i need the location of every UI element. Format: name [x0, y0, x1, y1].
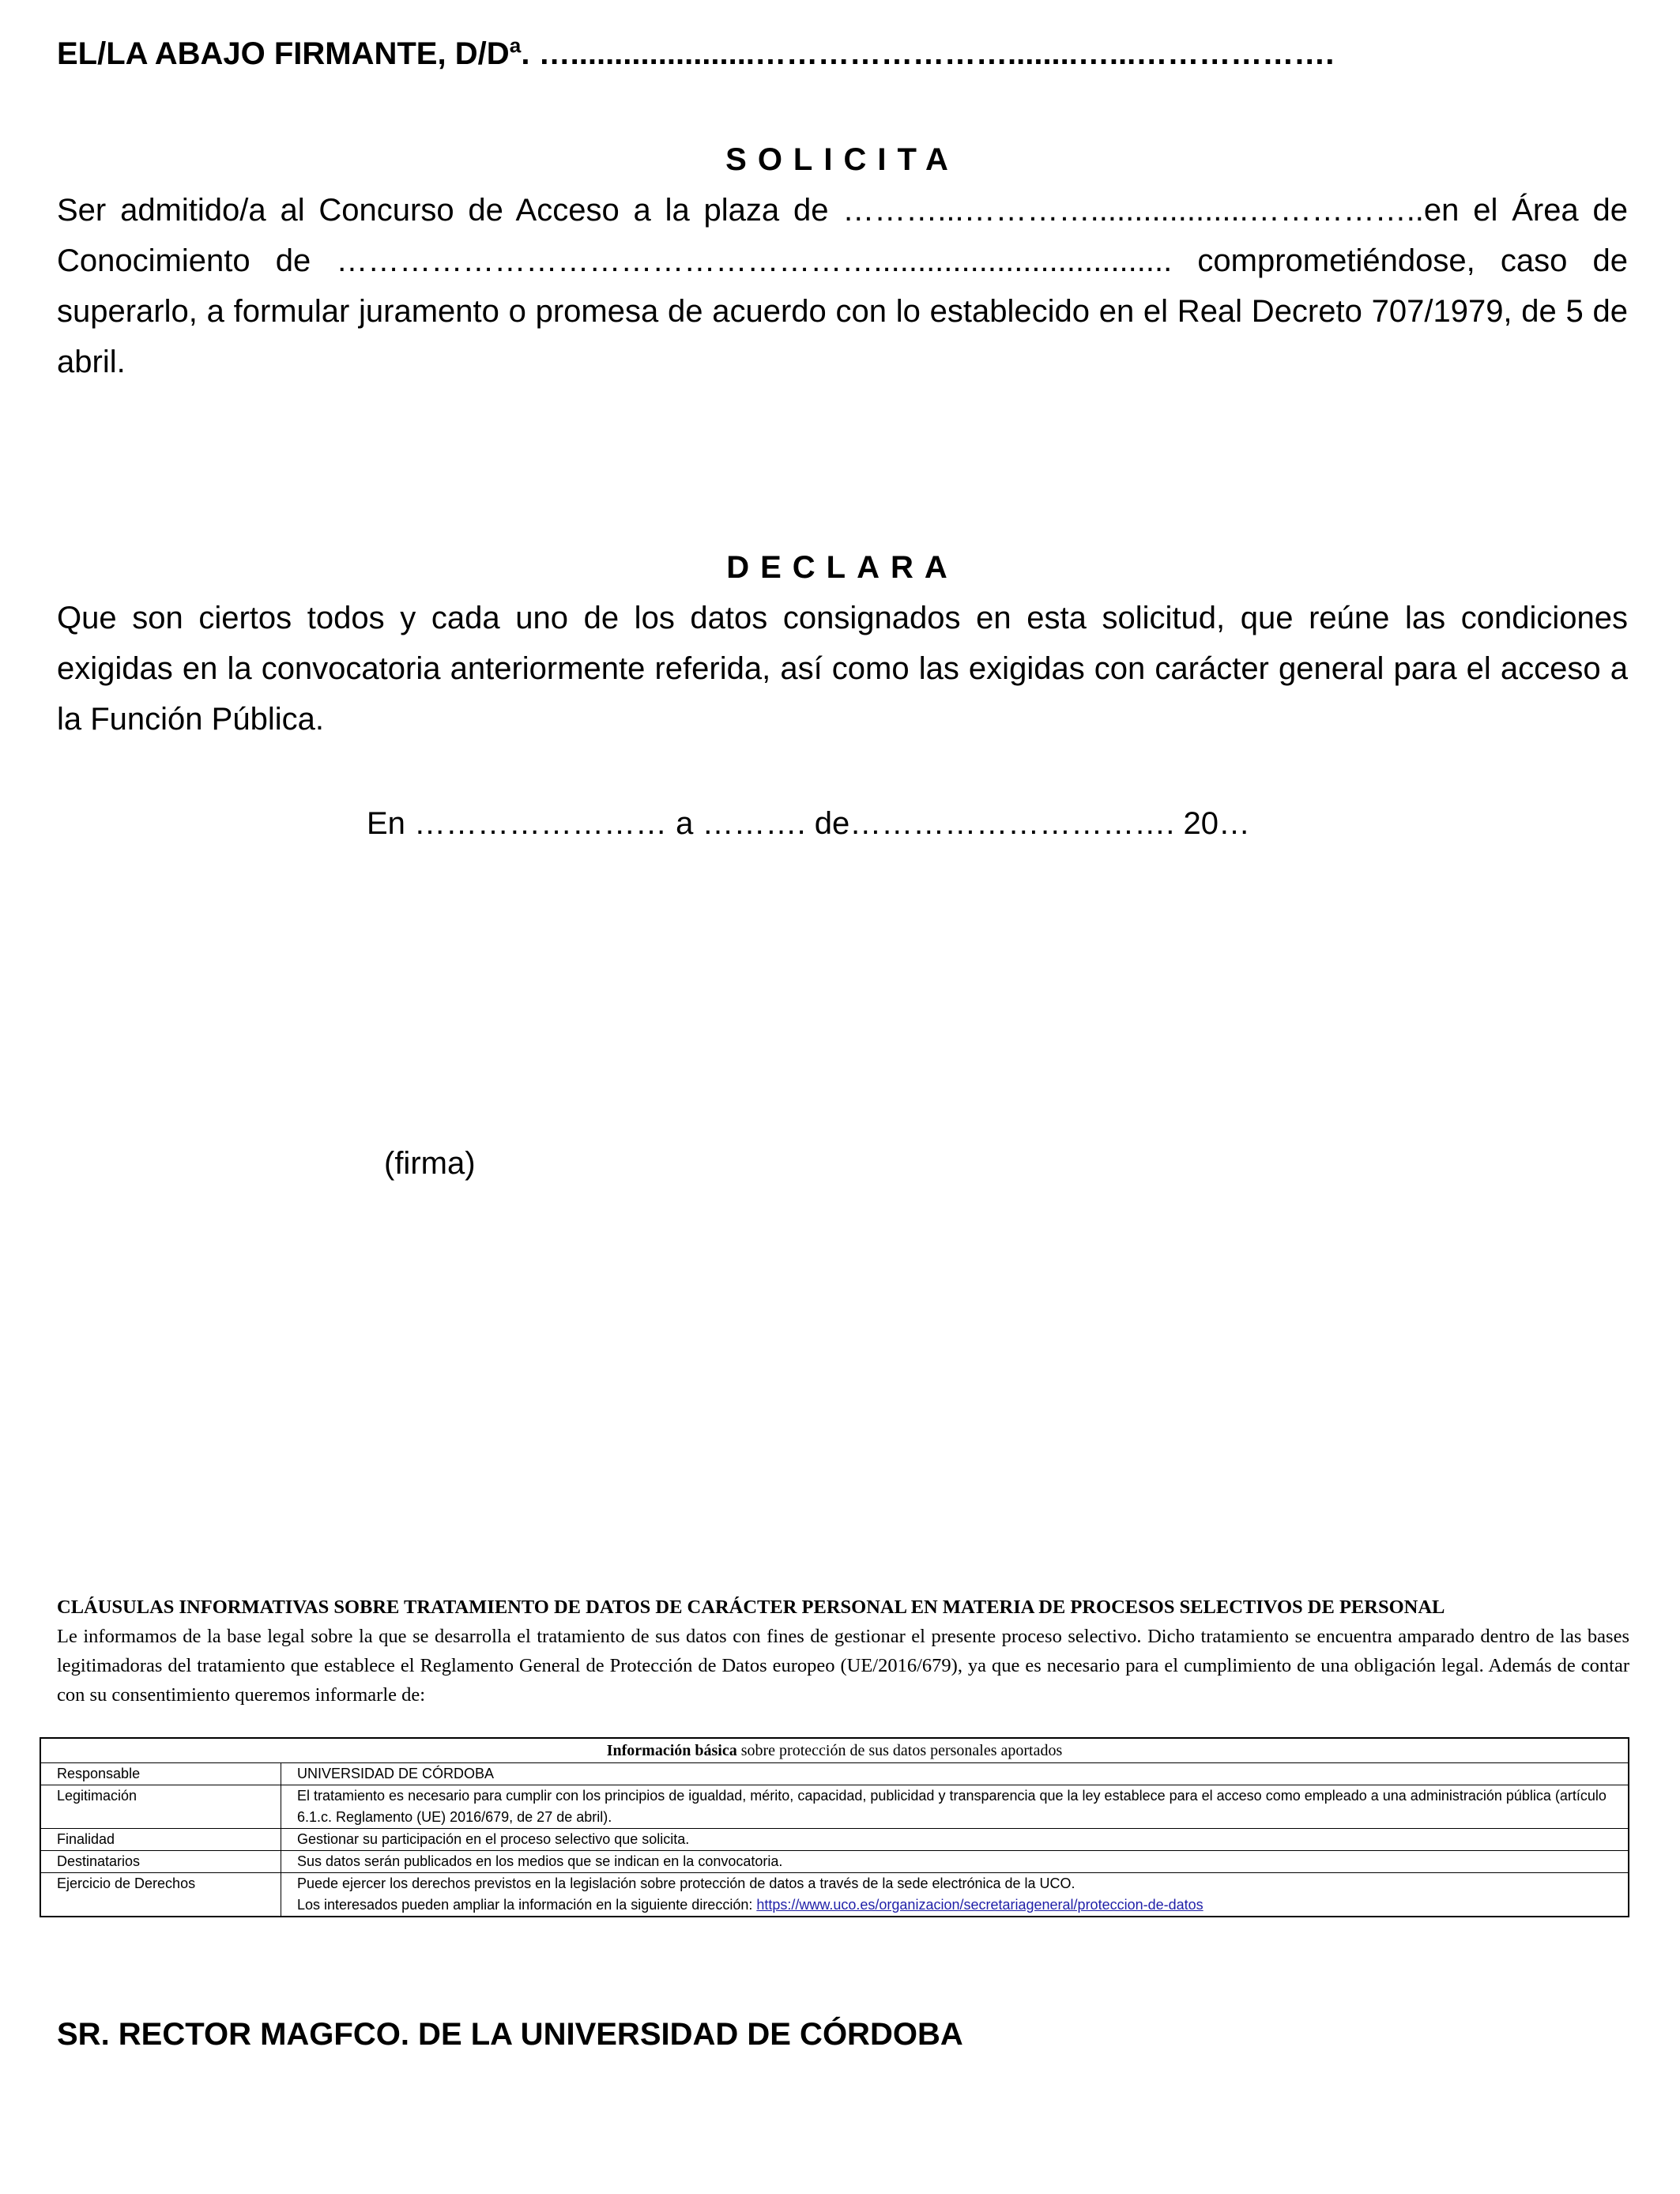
row-value: [281, 1873, 1629, 1917]
solicita-paragraph: Ser admitido/a al Concurso de Acceso a la plaza de ………...…………..................……………..en el Área de Conocimiento de …………………………………………….................................. comprometiéndose, caso de superarlo, a formular juramento o promesa de acuerdo con lo establecido en el Real Decreto 707/1979, de 5 de abril.: [57, 193, 1628, 379]
table-row-derechos: [40, 1873, 1629, 1917]
data-protection-link[interactable]: https://www.uco.es/organizacion/secretariageneral/proteccion-de-datos: [756, 1897, 1203, 1913]
row-label: Legitimación: [40, 1785, 281, 1829]
gdpr-clauses-title: CLÁUSULAS INFORMATIVAS SOBRE TRATAMIENTO DE DATOS DE CARÁCTER PERSONAL EN MATERIA DE PROCESOS SELECTIVOS DE PERSONAL: [57, 1596, 1445, 1618]
more-info-line: [297, 1894, 1628, 1916]
row-label: Finalidad: [40, 1829, 281, 1851]
table-row-legitimacion: [40, 1785, 1629, 1829]
row-value: El tratamiento es necesario para cumplir con los principios de igualdad, mérito, capacidad, publicidad y transparencia que la ley establece para el acceso como empleado a una administración pública (artículo 6.1.c. Reglamento (UE) 2016/679, de 27 de abril).: [281, 1785, 1629, 1829]
applicant-name-line: EL/LA ABAJO FIRMANTE, D/Dª. ….....................……………………........…...……………….: [57, 36, 1335, 71]
table-header-bold: Información básica: [606, 1742, 737, 1759]
table-header-rest: sobre protección de sus datos personales aportados: [736, 1742, 1063, 1759]
row-value: UNIVERSIDAD DE CÓRDOBA: [281, 1763, 1629, 1785]
rights-text: Puede ejercer los derechos previstos en la legislación sobre protección de datos a través de la sede electrónica de la UCO.: [297, 1875, 1075, 1891]
row-label: Destinatarios: [40, 1851, 281, 1873]
table-header: [40, 1738, 1629, 1763]
row-label: Ejercicio de Derechos: [40, 1873, 281, 1917]
addressee: SR. RECTOR MAGFCO. DE LA UNIVERSIDAD DE CÓRDOBA: [57, 2017, 963, 2052]
table-row-destinatarios: [40, 1851, 1629, 1873]
table-header-row: [40, 1738, 1629, 1763]
gdpr-clauses-text: Le informamos de la base legal sobre la que se desarrolla el tratamiento de sus datos con fines de gestionar el presente proceso selectivo. Dicho tratamiento se encuentra amparado dentro de las bases legitimadoras del tratamiento que establece el Reglamento General de Protección de Datos europeo (UE/2016/679), ya que es necesario para el cumplimiento de una obligación legal. Además de contar con su consentimiento queremos informarle de:: [57, 1626, 1629, 1706]
table-row-finalidad: [40, 1829, 1629, 1851]
signature-label: (firma): [384, 1146, 476, 1181]
data-protection-table: [40, 1737, 1629, 1917]
more-info-text: Los interesados pueden ampliar la información en la siguiente dirección:: [297, 1897, 757, 1913]
solicita-heading: SOLICITA: [725, 142, 959, 177]
place-date-line: En …………………… a ………. de…………………………. 20…: [367, 806, 1250, 841]
table-row-responsable: [40, 1763, 1629, 1785]
row-value: Sus datos serán publicados en los medios que se indican en la convocatoria.: [281, 1851, 1629, 1873]
row-value: Gestionar su participación en el proceso selectivo que solicita.: [281, 1829, 1629, 1851]
declara-heading: DECLARA: [726, 550, 959, 585]
row-label: Responsable: [40, 1763, 281, 1785]
declara-paragraph: Que son ciertos todos y cada uno de los datos consignados en esta solicitud, que reúne las condiciones exigidas en la convocatoria anteriormente referida, así como las exigidas con carácter general para el acceso a la Función Pública.: [57, 601, 1628, 737]
